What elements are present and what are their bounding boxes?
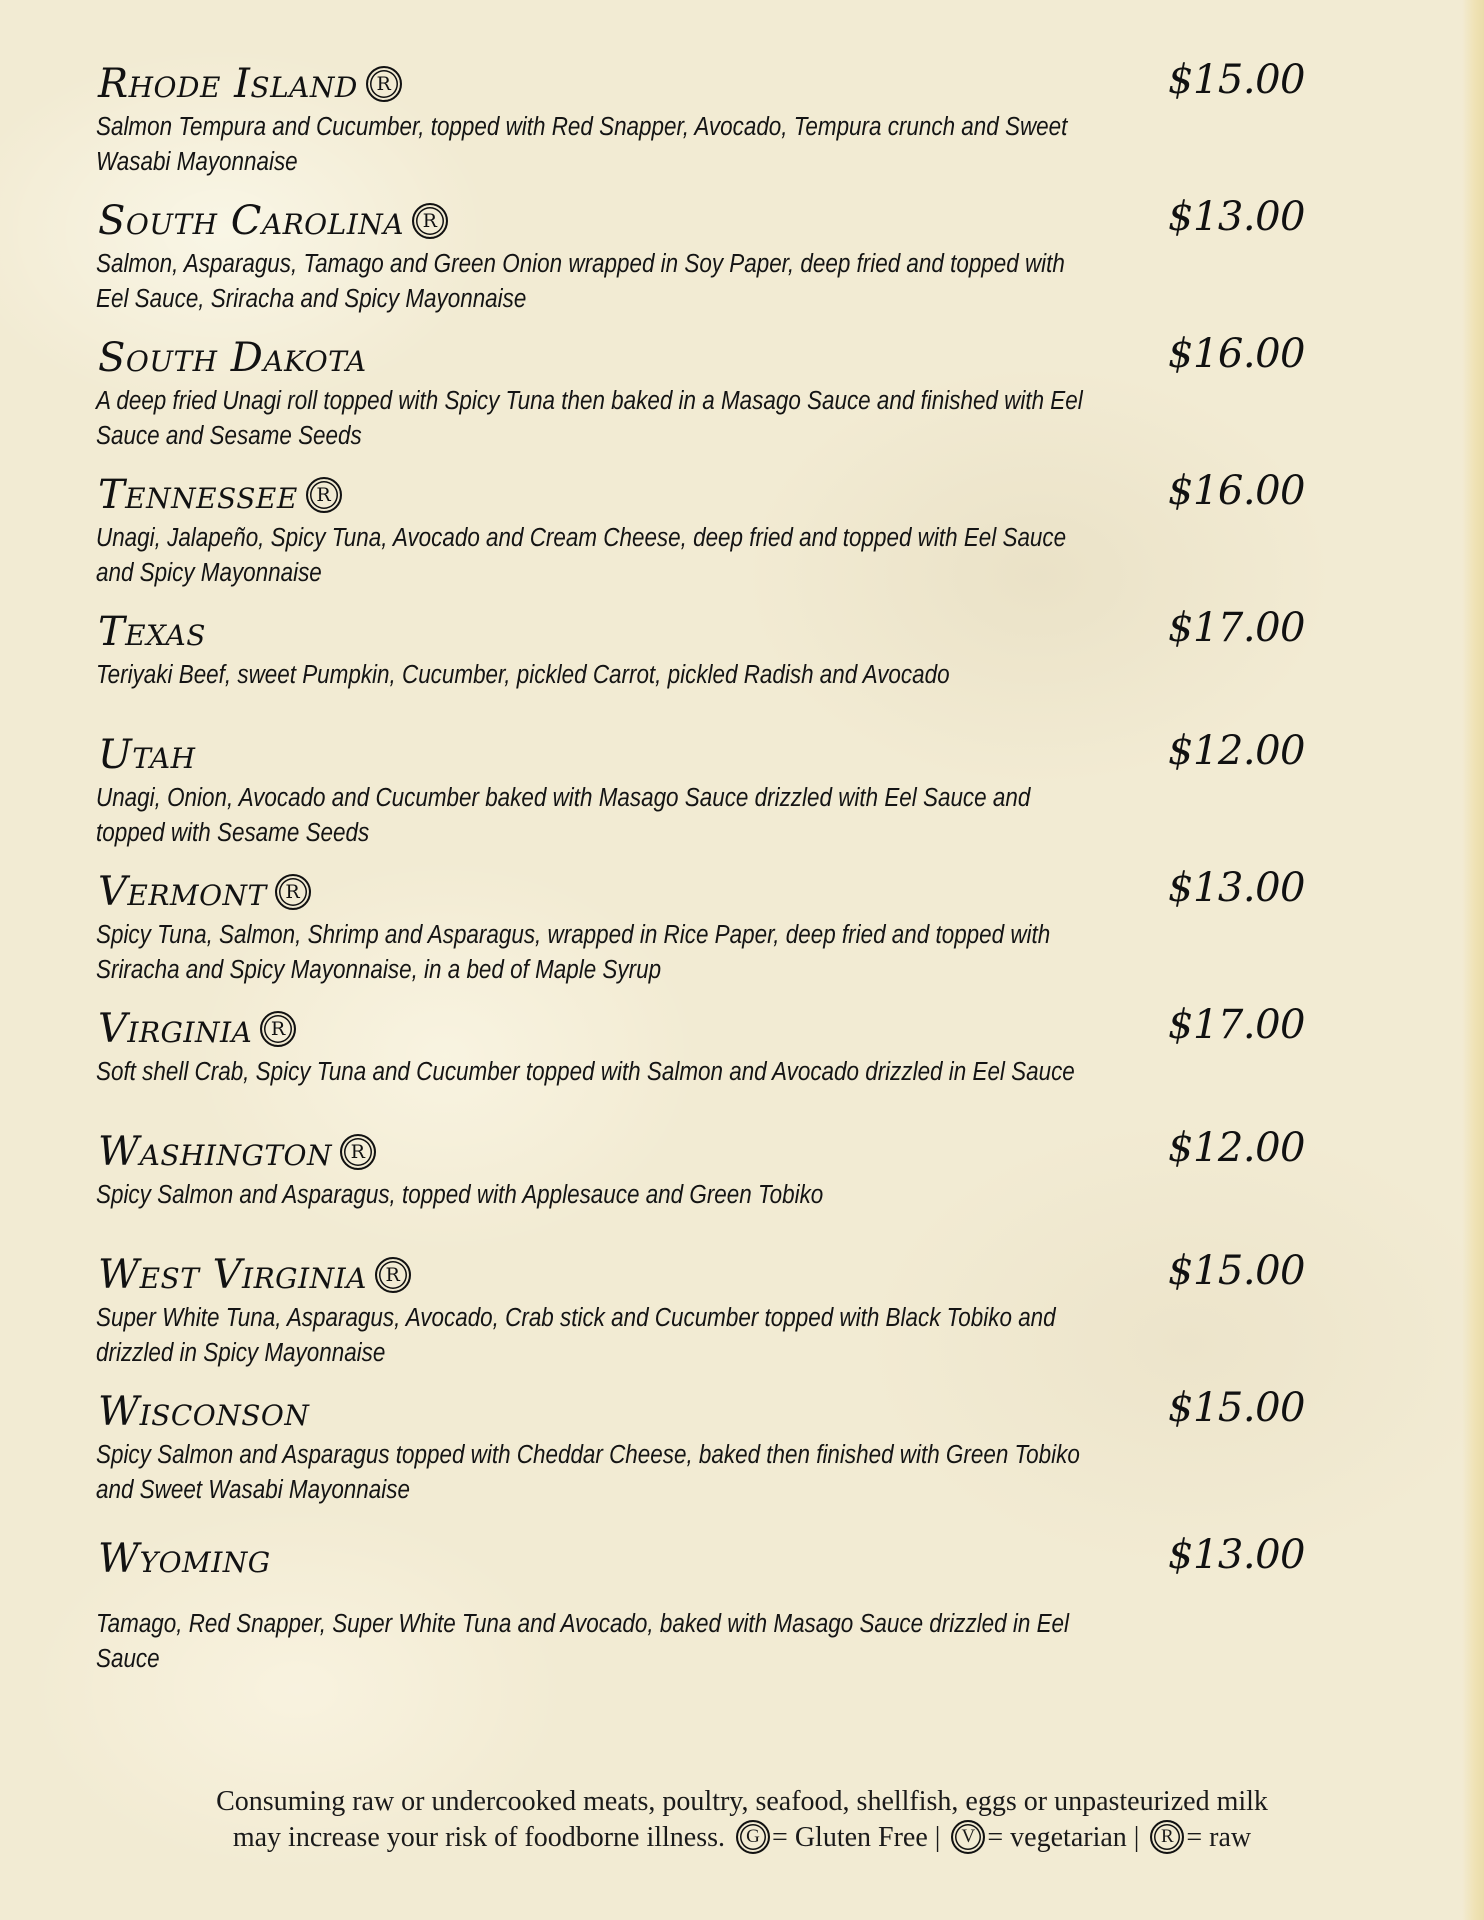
menu-item-description-line-1: Spicy Salmon and Asparagus, topped with Applesauce and Green Tobiko xyxy=(96,1181,824,1209)
menu-item-description-line-1: Spicy Tuna, Salmon, Shrimp and Asparagus, wrapped in Rice Paper, deep fried and topped with xyxy=(96,921,1051,949)
menu-item-header xyxy=(96,1002,1305,1053)
menu-item-name-text: South Carolina xyxy=(98,198,405,244)
menu-item-name xyxy=(98,1005,296,1053)
menu-item-description xyxy=(96,918,1178,988)
menu-item-description-line-2: Eel Sauce, Sriracha and Spicy Mayonnaise xyxy=(96,285,527,313)
menu-item-price: $13.00 xyxy=(1168,1532,1305,1578)
menu-item-name xyxy=(98,334,367,382)
raw-icon: R xyxy=(375,1257,411,1293)
menu-item-description xyxy=(96,658,1178,693)
raw-label: = raw xyxy=(1186,1822,1252,1853)
menu-item xyxy=(96,331,1305,450)
gluten-free-label: = Gluten Free | xyxy=(772,1822,941,1853)
raw-icon: R xyxy=(1150,1820,1184,1854)
menu-item-description xyxy=(96,247,1178,317)
menu-item-description xyxy=(96,1178,1178,1213)
menu-item-description-line-2: Sauce and Sesame Seeds xyxy=(96,422,362,450)
menu-item-price: $13.00 xyxy=(1168,194,1305,240)
vegetarian-label: = vegetarian | xyxy=(987,1822,1140,1853)
menu-item-description-line-2: and Spicy Mayonnaise xyxy=(96,559,322,587)
menu-item-name-text: Virginia xyxy=(98,1006,253,1052)
menu-item-name-text: South Dakota xyxy=(98,335,367,381)
vegetarian-icon: V xyxy=(951,1820,985,1854)
raw-icon: R xyxy=(260,1011,296,1047)
menu-item xyxy=(96,1532,1305,1673)
raw-icon: R xyxy=(306,477,342,513)
raw-icon: R xyxy=(366,66,402,102)
menu-item-description-line-1: Unagi, Jalapeño, Spicy Tuna, Avocado and Cream Cheese, deep fried and topped with Eel Sauce xyxy=(96,524,1067,552)
menu-item-description xyxy=(96,1607,1178,1677)
raw-icon: R xyxy=(340,1134,376,1170)
menu-item-name-text: Wyoming xyxy=(98,1536,271,1582)
footer-line-1: Consuming raw or undercooked meats, poultry, seafood, shellfish, eggs or unpasteurized milk xyxy=(216,1786,1268,1817)
menu-item xyxy=(96,865,1305,984)
menu-item-name-text: Texas xyxy=(98,609,206,655)
menu-item-description-line-1: Spicy Salmon and Asparagus topped with Cheddar Cheese, baked then finished with Green Tobiko xyxy=(96,1441,1080,1469)
menu-item-name-text: Tennessee xyxy=(98,472,298,518)
menu-item-description-line-2: Sauce xyxy=(96,1645,160,1673)
menu-item-price: $16.00 xyxy=(1168,331,1305,377)
menu-item-name xyxy=(98,1535,271,1583)
menu-item-name xyxy=(98,1388,309,1436)
gluten-free-icon: G xyxy=(736,1820,770,1854)
menu-item-header xyxy=(96,1125,1305,1176)
menu-item xyxy=(96,605,1305,689)
menu-item-description-line-2: Sriracha and Spicy Mayonnaise, in a bed of Maple Syrup xyxy=(96,956,662,984)
menu-item-description-line-1: Salmon, Asparagus, Tamago and Green Onion wrapped in Soy Paper, deep fried and topped with xyxy=(96,250,1065,278)
menu-item-description-line-1: Tamago, Red Snapper, Super White Tuna and Avocado, baked with Masago Sauce drizzled in Eel xyxy=(96,1610,1070,1638)
menu-item-price: $12.00 xyxy=(1168,728,1305,774)
menu-item xyxy=(96,468,1305,587)
menu-item xyxy=(96,1002,1305,1086)
menu-item-description-line-1: Super White Tuna, Asparagus, Avocado, Crab stick and Cucumber topped with Black Tobiko and xyxy=(96,1304,1056,1332)
menu-item-price: $15.00 xyxy=(1168,57,1305,103)
menu-item-description xyxy=(96,781,1178,851)
menu-item-description-line-1: Salmon Tempura and Cucumber, topped with Red Snapper, Avocado, Tempura crunch and Sweet xyxy=(96,113,1068,141)
menu-item-name-text: West Virginia xyxy=(98,1252,367,1298)
menu-item-description xyxy=(96,1301,1178,1371)
menu-item-price: $12.00 xyxy=(1168,1125,1305,1171)
menu-item-name xyxy=(98,471,342,519)
menu-item xyxy=(96,1125,1305,1209)
menu-item-name-text: Wisconson xyxy=(98,1389,310,1435)
menu-item-description-line-2: and Sweet Wasabi Mayonnaise xyxy=(96,1476,410,1504)
menu-item xyxy=(96,57,1305,176)
menu-item xyxy=(96,1248,1305,1367)
raw-icon: R xyxy=(412,203,448,239)
menu-item-header xyxy=(96,331,1305,382)
menu-item-description xyxy=(96,1438,1178,1508)
menu-item-description-line-2: topped with Sesame Seeds xyxy=(96,819,370,847)
menu-item-price: $17.00 xyxy=(1168,605,1305,651)
menu-item-description-line-1: Teriyaki Beef, sweet Pumpkin, Cucumber, pickled Carrot, pickled Radish and Avocado xyxy=(96,661,950,689)
menu-item-description-line-1: Soft shell Crab, Spicy Tuna and Cucumber topped with Salmon and Avocado drizzled in Eel Sauce xyxy=(96,1058,1075,1086)
menu-item-name xyxy=(98,1128,376,1176)
menu-item-description xyxy=(96,521,1178,591)
menu-item xyxy=(96,728,1305,847)
menu-item-description-line-1: Unagi, Onion, Avocado and Cucumber baked with Masago Sauce drizzled with Eel Sauce and xyxy=(96,784,1031,812)
page-edge xyxy=(1462,0,1484,1920)
menu-item-description-line-2: drizzled in Spicy Mayonnaise xyxy=(96,1339,386,1367)
menu-item-description-line-2: Wasabi Mayonnaise xyxy=(96,148,298,176)
menu-item-header xyxy=(96,605,1305,656)
menu-item-price: $13.00 xyxy=(1168,865,1305,911)
menu-item-header xyxy=(96,865,1305,916)
menu-item-description xyxy=(96,384,1178,454)
menu-item-name-text: Washington xyxy=(98,1129,332,1175)
footer-line-2-text: may increase your risk of foodborne illness. xyxy=(232,1822,726,1853)
menu-item-header xyxy=(96,728,1305,779)
menu-item-header xyxy=(96,1248,1305,1299)
menu-item-name xyxy=(98,868,311,916)
menu-item-header xyxy=(96,468,1305,519)
menu-item-price: $15.00 xyxy=(1168,1248,1305,1294)
menu-item-price: $17.00 xyxy=(1168,1002,1305,1048)
menu-item-name xyxy=(98,197,448,245)
menu-item-name xyxy=(98,731,196,779)
footer-disclaimer xyxy=(0,1784,1484,1856)
menu-item xyxy=(96,1385,1305,1504)
menu-item-name xyxy=(98,60,402,108)
raw-icon: R xyxy=(275,874,311,910)
menu-item-name-text: Rhode Island xyxy=(98,61,358,107)
menu-item-header xyxy=(96,1385,1305,1436)
menu-item-price: $16.00 xyxy=(1168,468,1305,514)
menu-item-description-line-1: A deep fried Unagi roll topped with Spicy Tuna then baked in a Masago Sauce and finished with Eel xyxy=(96,387,1083,415)
menu-item xyxy=(96,194,1305,313)
menu-item-header xyxy=(96,194,1305,245)
menu-item-description xyxy=(96,1055,1178,1090)
menu-item-header xyxy=(96,1532,1305,1583)
menu-item-name xyxy=(98,608,206,656)
menu-item-header xyxy=(96,57,1305,108)
menu-item-name-text: Vermont xyxy=(98,869,267,915)
menu-item-description xyxy=(96,110,1178,180)
footer-line-2 xyxy=(0,1820,1484,1856)
menu-item-name-text: Utah xyxy=(98,732,196,778)
menu-item-name xyxy=(98,1251,411,1299)
menu-item-price: $15.00 xyxy=(1168,1385,1305,1431)
